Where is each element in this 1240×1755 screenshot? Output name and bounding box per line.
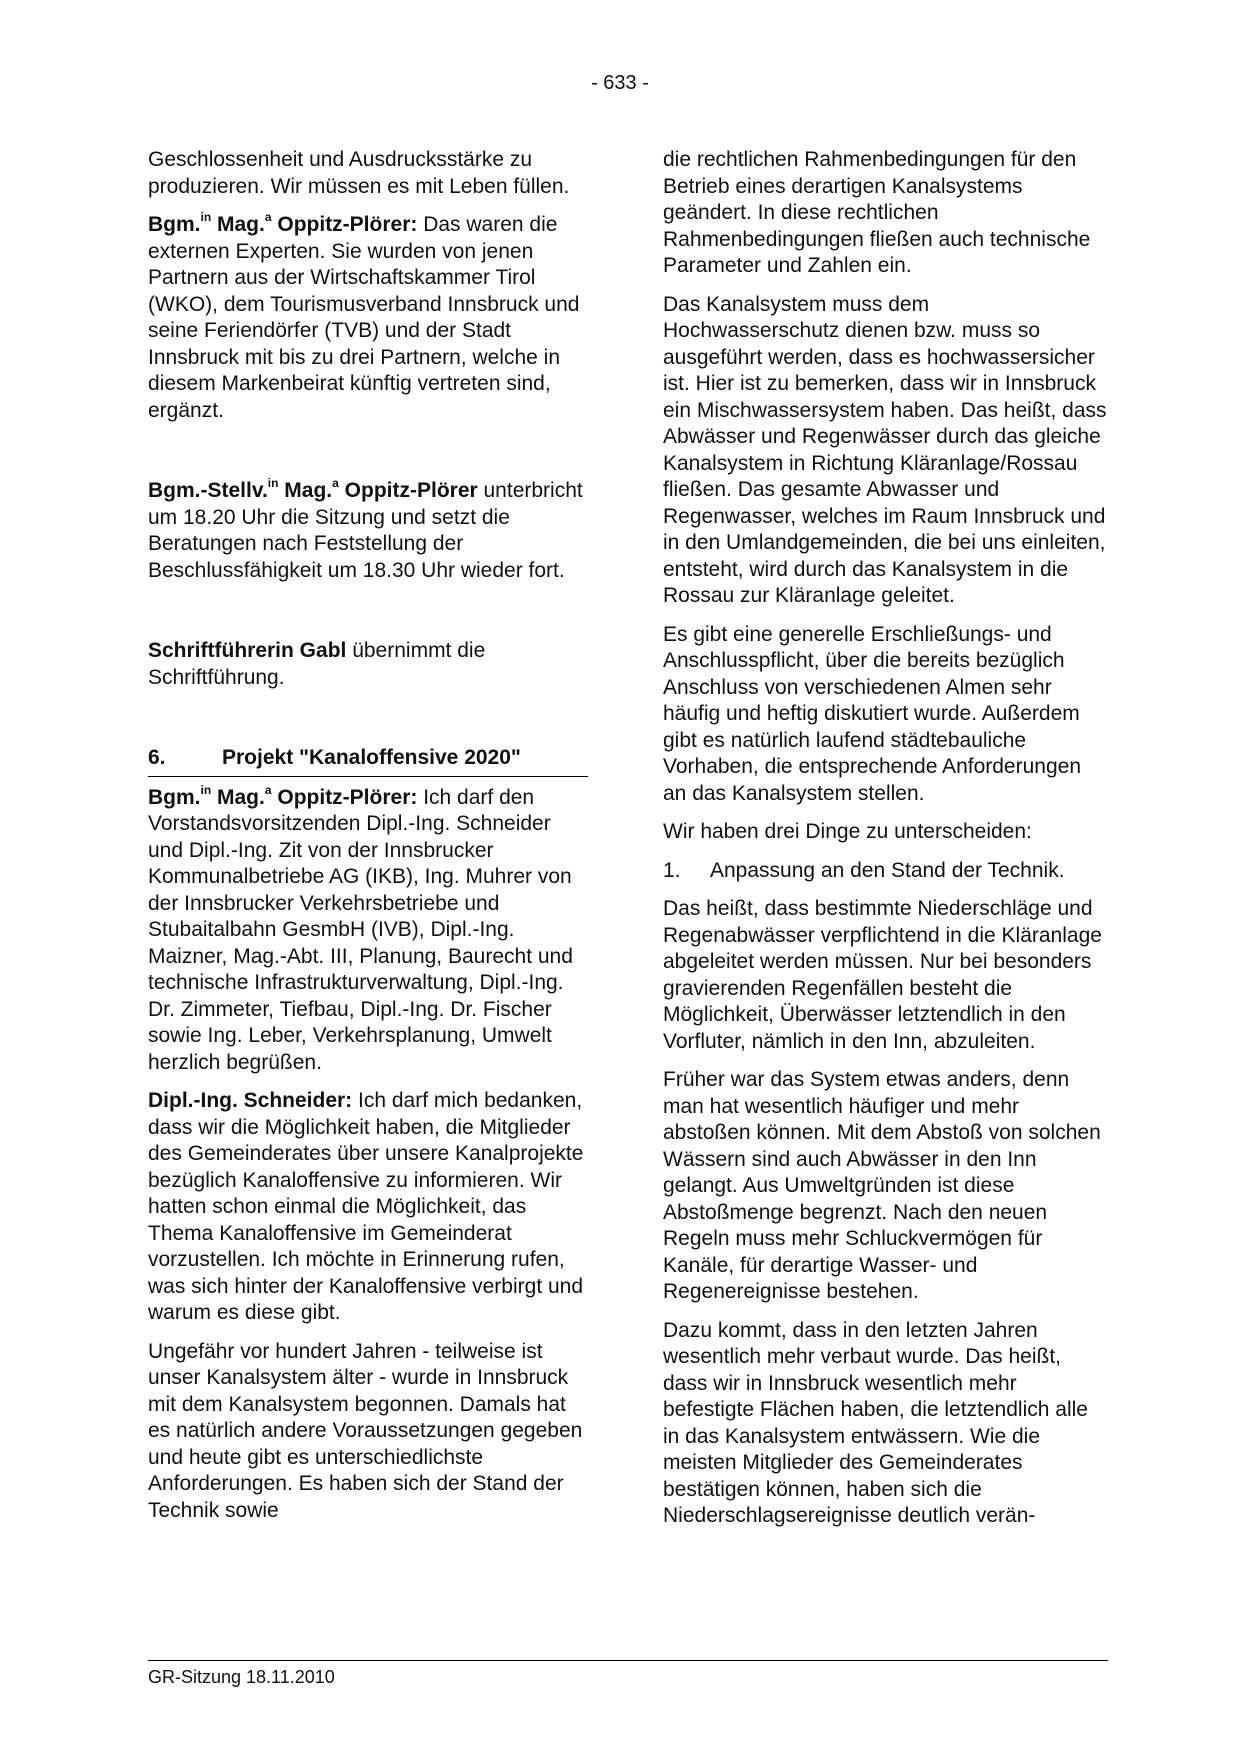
procedural-note: [148, 478, 588, 584]
speech-text: Das waren die externen Experten. Sie wurden von jenen Partnern aus der Wirtschaftskammer Tirol (WKO), dem Tourismusverband Innsbruck und seine Feriendörfer (TVB) und der Stadt Innsbruck mit bis zu drei Partnern, welche in diesem Markenbeirat künftig vertreten sind, ergänzt.: [148, 213, 580, 422]
paragraph: Das Kanalsystem muss dem Hochwasserschutz dienen bzw. muss so ausgeführt werden, dass es hochwassersicher ist. Hier ist zu bemerken, dass wir in Innsbruck ein Mischwassersystem haben. Das heißt, dass Abwässer und Regenwässer durch das gleiche Kanalsystem in Richtung Kläranlage/Rossau fließen. Das gesamte Abwasser und Regenwasser, welches im Raum Innsbruck und in den Umlandgemeinden, die bei uns einleiten, entsteht, wird durch das Kanalsystem in die Rossau zur Kläranlage geleitet.: [663, 292, 1107, 607]
procedural-note: [148, 638, 588, 691]
list-number: 1.: [663, 858, 681, 882]
paragraph: Geschlossenheit und Ausdrucksstärke zu produzieren. Wir müssen es mit Leben füllen.: [148, 148, 570, 198]
agenda-title: Projekt "Kanaloffensive 2020": [222, 746, 521, 769]
paragraph: Früher war das System etwas anders, denn man hat wesentlich häufiger und mehr abstoßen können. Mit dem Abstoß von solchen Wässern sind auch Abwässer in den Inn gelangt. Aus Umweltgründen ist diese Abstoßmenge begrenzt. Nach den neuen Regeln muss mehr Schluckvermögen für Kanäle, für derartige Wasser- und Regenereignisse bestehen.: [663, 1068, 1101, 1303]
speaker-name: Bgm.$^{in}$ Mag.$^a$ Oppitz-Plörer:: [148, 210, 418, 236]
agenda-heading: [148, 745, 588, 777]
paragraph: Das heißt, dass bestimmte Niederschläge und Regenabwässer verpflichtend in die Kläranlage abgeleitet werden müssen. Nur bei besonders gravierenden Regenfällen besteht die Möglichkeit, Überwässer letztendlich in den Vorfluter, nämlich in den Inn, abzuleiten.: [663, 897, 1102, 1053]
speaker-name: Schriftführerin Gabl: [148, 639, 347, 662]
right-column: [663, 147, 1108, 1542]
agenda-number: 6.: [148, 746, 166, 769]
speech-paragraph: [148, 782, 588, 1077]
footer-divider: [148, 1660, 1108, 1661]
speaker-name: Bgm.$^{in}$ Mag.$^a$ Oppitz-Plörer:: [148, 782, 418, 809]
speech-paragraph: [148, 1088, 588, 1327]
list-text: Anpassung an den Stand der Technik.: [710, 858, 1065, 882]
paragraph: Ungefähr vor hundert Jahren - teilweise ist unser Kanalsystem älter - wurde in Innsbruck mit dem Kanalsystem begonnen. Damals hat es natürlich andere Voraussetzungen gegeben und heute gibt es unterschiedlichste Anforderungen. Es haben sich der Stand der Technik sowie: [148, 1339, 583, 1522]
note-text: übernimmt die Schriftführung.: [148, 639, 486, 689]
paragraph: Dazu kommt, dass in den letzten Jahren wesentlich mehr verbaut wurde. Das heißt, dass wir in Innsbruck wesentlich mehr befestigte Flächen haben, die letztendlich alle in das Kanalsystem entwässern. Wie die meisten Mitglieder des Gemeinderates bestätigen können, haben sich die Niederschlagsereignisse deutlich verän-: [663, 1318, 1088, 1527]
speaker-name: Dipl.-Ing. Schneider:: [148, 1089, 353, 1112]
note-text: unterbricht um 18.20 Uhr die Sitzung und setzt die Beratungen nach Feststellung der Beschlussfähigkeit um 18.30 Uhr wieder fort.: [148, 479, 583, 582]
list-item: [663, 858, 1108, 885]
speaker-name: Bgm.-Stellv.$^{in}$ Mag.$^a$ Oppitz-Plörer: [148, 476, 478, 502]
speech-paragraph: [148, 212, 588, 424]
page-number: - 633 -: [591, 72, 649, 94]
speech-text: Ich darf mich bedanken, dass wir die Möglichkeit haben, die Mitglieder des Gemeinderates über unsere Kanalprojekte bezüglich Kanaloffensive zu informieren. Wir hatten schon einmal die Möglichkeit, das Thema Kanaloffensive im Gemeinderat vorzustellen. Ich möchte in Erinnerung rufen, was sich hinter der Kanaloffensive verbirgt und warum es diese gibt.: [148, 1089, 584, 1324]
left-column: [148, 147, 588, 1536]
footer-session-date: GR-Sitzung 18.11.2010: [148, 1667, 335, 1687]
paragraph: die rechtlichen Rahmenbedingungen für den Betrieb eines derartigen Kanalsystems geändert. In diese rechtlichen Rahmenbedingungen fließen auch technische Parameter und Zahlen ein.: [663, 148, 1091, 277]
paragraph: Wir haben drei Dinge zu unterscheiden:: [663, 820, 1032, 843]
paragraph: Es gibt eine generelle Erschließungs- und Anschlusspflicht, über die bereits bezüglich Anschluss von verschiedenen Almen sehr häufig und heftig diskutiert wurde. Außerdem gibt es natürlich laufend städtebauliche Vorhaben, die entsprechende Anforderungen an das Kanalsystem stellen.: [663, 622, 1082, 805]
speech-text: Ich darf den Vorstandsvorsitzenden Dipl.-Ing. Schneider und Dipl.-Ing. Zit von der Innsbrucker Kommunalbetriebe AG (IKB), Ing. Muhrer von der Innsbrucker Verkehrsbetriebe und Stubaitalbahn GesmbH (IVB), Dipl.-Ing. Maizner, Mag.-Abt. III, Planung, Baurecht und technische Infrastrukturverwaltung, Dipl.-Ing. Dr. Zimmeter, Tiefbau, Dipl.-Ing. Dr. Fischer sowie Ing. Leber, Verkehrsplanung, Umwelt herzlich begrüßen.: [148, 785, 573, 1074]
